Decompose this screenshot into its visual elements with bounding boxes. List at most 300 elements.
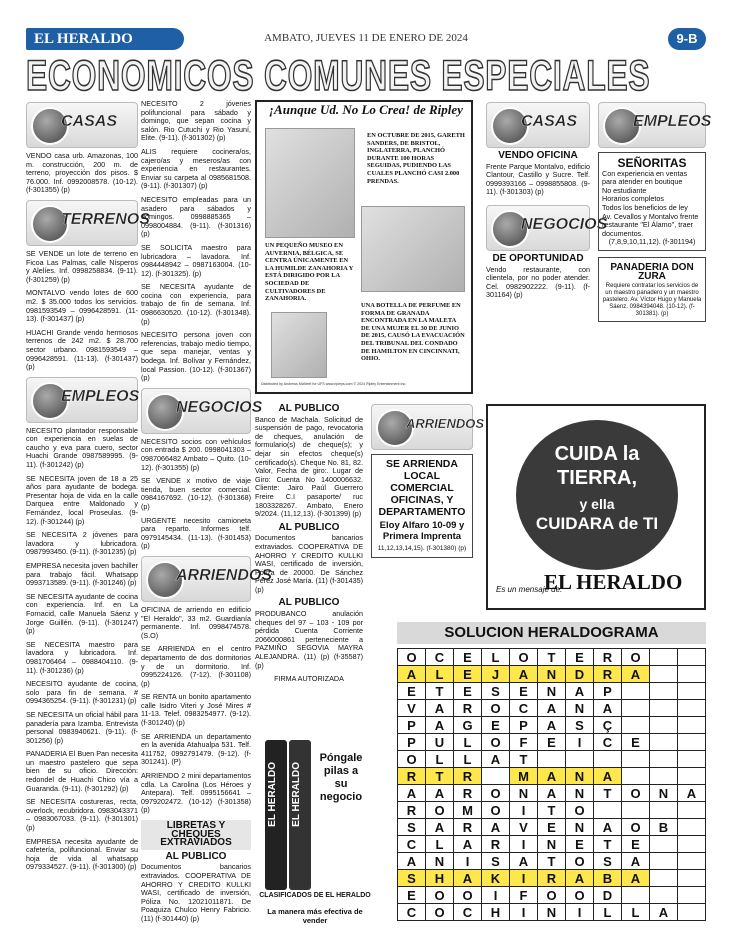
puzzle-cell: T [510,751,538,768]
puzzle-cell: I [510,836,538,853]
puzzle-cell [650,870,678,887]
puzzle-cell: K [482,870,510,887]
puzzle-cell [678,802,706,819]
puzzle-cell: A [426,717,454,734]
puzzle-cell: D [566,666,594,683]
puzzle-cell: O [398,751,426,768]
category-terrenos [26,200,150,246]
al-publico-heading: AL PUBLICO [278,597,340,609]
puzzle-cell: O [426,904,454,921]
puzzle-cell: S [482,853,510,870]
puzzle-row [398,768,706,785]
puzzle-cell: I [482,887,510,904]
puzzle-cell: I [510,904,538,921]
puzzle-cell [650,853,678,870]
puzzle-cell [594,802,622,819]
puzzle-cell: N [538,683,566,700]
puzzle-cell: S [482,683,510,700]
category-label: ARRIENDOS [406,416,485,431]
al-publico-heading: AL PUBLICO [165,850,227,862]
puzzle-cell: E [454,649,482,666]
puzzle-cell: O [566,802,594,819]
ad-line: (7,8,9,10,11,12). (f-301194) [608,237,696,247]
classified-ad: SE VENDE un lote de terreno en Ficoa Las Palmas, calle Nísperos y Alelíes. Inf. 0998258834. (9-11). (f-301259) (p) [26,248,138,284]
puzzle-cell: F [510,734,538,751]
promo-slogan-1: Póngale pilas a su negocio [319,752,363,803]
puzzle-cell: P [510,717,538,734]
category-label: ARRIENDOS [176,566,273,584]
category-negocios [486,205,608,251]
puzzle-cell: Ç [594,717,622,734]
oportunidad-title: DE OPORTUNIDAD [492,252,584,264]
puzzle-cell: L [454,751,482,768]
puzzle-cell: V [398,700,426,717]
puzzle-row [398,700,706,717]
puzzle-cell [566,751,594,768]
puzzle-row [398,734,706,751]
classified-ad: URGENTE necesito camioneta para reparto. Informes telf. 0979145434. (11-13). (f-301453) (p) [141,515,251,551]
puzzle-cell: L [426,666,454,683]
ripley-story: UNA BOTELLA DE PERFUME EN FORMA DE GRANADA ENCONTRADA EN LA MALETA DE UNA MUJER EL 30 DE JUNIO DE 2015, CAUSÓ LA EVACUACIÓN DEL TRIBUNAL DEL CONDADO DE HAMILTON EN CINCINNATI, OHIO. [361,302,465,363]
classified-ad: ARRIENDO 2 mini departamentos cdla. La Carolina (Los Héroes y Antepara). Telf. 0995156641 – 0979202472. (10-12) (f-301358) (p) [141,771,251,815]
puzzle-cell: R [454,768,482,785]
puzzle-cell: A [538,785,566,802]
column-3-right [371,402,485,564]
puzzle-cell: O [426,802,454,819]
puzzle-row [398,802,706,819]
puzzle-cell: C [426,649,454,666]
puzzle-cell [678,649,706,666]
puzzle-cell: S [398,819,426,836]
puzzle-cell [622,700,650,717]
classified-ad: HUACHI Grande vendo hermosos terrenos de 242 m2. $ 28.700 sector urbano. 0981593549 – 0996428591. (11-13). (f-301437) (p) [26,327,138,372]
puzzle-cell: A [622,870,650,887]
classified-ad: NECESITO plantador responsable con experiencia en suelas de caucho y eva para cuero, sector Huachi Grande 0987589995. (9-11). (f-301242) (p) [26,425,138,470]
puzzle-cell: A [650,904,678,921]
crossword-grid [397,648,706,921]
puzzle-cell: R [538,870,566,887]
puzzle-cell [678,904,706,921]
arrienda-ref: 11,12,13,14,15). (f-301380) (p) [377,545,467,552]
panaderia-text: Requiere contratar los servicios de un maestro panadero y un maestro pastelero. Av. Víctor Hugo y Manuela Sáenz. 0984394048. (10-12). (f-301381). (p) [602,283,702,318]
ad-line: Con experiencia en ventas para atender en boutique [602,168,688,187]
classified-ad: SE VENDE x motivo de viaje tienda, buen sector comercial. 0984167692. (10-12). (f-301368) (p) [141,476,251,511]
puzzle-cell: L [426,836,454,853]
classified-ad: NECESITO socios con vehículos con entrada $ 200. 0998041303 – 0987066482 Ambato – Quito. (10-12). (f-301355) (p) [141,436,251,472]
puzzle-row [398,904,706,921]
puzzle-cell: N [538,904,566,921]
puzzle-cell: O [566,853,594,870]
puzzle-cell: H [482,904,510,921]
puzzle-cell: O [482,734,510,751]
arrienda-ad [371,454,473,558]
puzzle-cell: O [398,649,426,666]
puzzle-cell: S [566,717,594,734]
puzzle-cell: A [510,853,538,870]
puzzle-cell: B [650,819,678,836]
puzzle-cell: E [454,666,482,683]
puzzle-cell: P [398,717,426,734]
classified-ad: OFICINA de arriendo en edificio "El Heraldo", 33 m2. Guardianía permanente. Inf. 0998474578. (S.O) [141,604,251,640]
category-label: CASAS [61,113,118,130]
puzzle-cell [650,887,678,904]
classified-ad: Frente Parque Montalvo, edificio Clantour, Castillo y Sucre. Telf. 0999393166 – 0998855808. (9-11). (f-301303) (p) [486,161,590,197]
ad-line: Av. Cevallos y Montalvo frente restaurante "El Álamo", traer documentos. [602,211,699,238]
puzzle-cell [678,683,706,700]
column-2 [141,99,273,929]
puzzle-cell [678,768,706,785]
puzzle-cell: O [426,887,454,904]
puzzle-row [398,853,706,870]
puzzle-cell: E [398,887,426,904]
puzzle-cell: E [566,649,594,666]
puzzle-cell: P [398,734,426,751]
puzzle-cell: F [510,887,538,904]
cuida-text: TIERRA, [557,467,637,489]
puzzle-cell: I [566,904,594,921]
cuida-text: CUIDARA de TI [535,514,659,533]
grenade-illustration [271,312,327,378]
category-label: NEGOCIOS [176,398,263,416]
puzzle-cell: H [426,870,454,887]
classified-ad: ALIS requiere cocinera/os, cajero/as y meseros/as con experiencia en restaurantes. Enviar su carpeta al 0985681508. (9-11). (f-301307) (p) [141,146,251,191]
header-date: AMBATO, JUEVES 11 DE ENERO DE 2024 [264,32,468,44]
puzzle-cell: A [594,819,622,836]
puzzle-cell [482,768,510,785]
puzzle-cell: A [622,666,650,683]
puzzle-cell [650,700,678,717]
puzzle-cell: A [594,700,622,717]
puzzle-cell: O [622,785,650,802]
cuida-text: y ella [579,496,615,512]
classified-ad: EMPRESA necesita joven bachiller para trabajo fácil. Whatsapp 0993713589. (9-11). (f-301246) (p) [26,561,138,588]
comic-illustration [361,206,465,292]
puzzle-cell: U [426,734,454,751]
puzzle-cell: T [538,853,566,870]
puzzle-cell: N [538,666,566,683]
category-empleos [26,377,138,423]
puzzle-cell: L [482,649,510,666]
puzzle-cell: A [566,870,594,887]
puzzle-cell: E [538,819,566,836]
puzzle-cell [650,734,678,751]
puzzle-cell: N [566,785,594,802]
puzzle-cell: G [454,717,482,734]
puzzle-cell [650,649,678,666]
puzzle-cell: R [398,768,426,785]
puzzle-cell: C [510,700,538,717]
panaderia-title: PANADERIA DON ZURA [610,261,694,282]
puzzle-cell [650,683,678,700]
puzzle-cell [678,751,706,768]
puzzle-cell: O [454,887,482,904]
puzzle-cell: A [426,700,454,717]
column-3 [255,100,485,925]
puzzle-cell: A [594,768,622,785]
puzzle-cell [650,717,678,734]
arrienda-title: SE ARRIENDA LOCAL COMERCIAL OFICINAS, Y DEPARTAMENTO [378,458,466,518]
puzzle-row [398,870,706,887]
puzzle-cell: R [454,700,482,717]
brand-logo: EL HERALDO [544,570,683,594]
column-4-left [486,100,608,305]
puzzle-cell: A [538,717,566,734]
category-label: EMPLEOS [61,387,140,405]
puzzle-cell: A [398,853,426,870]
classified-ad: SE NECESITA ayudante de cocina con experiencia. Inf. en La Fornacid, calle Manuela Sáenz y Jorge Guillén. (9-11). (f-301247) (p) [26,591,138,636]
ripley-comic [255,100,473,394]
puzzle-cell: N [566,819,594,836]
puzzle-cell: L [622,904,650,921]
ripley-title: ¡Aunque Ud. No Lo Crea! de Ripley [269,102,463,117]
puzzle-cell: R [594,649,622,666]
puzzle-cell: N [538,836,566,853]
puzzle-cell [622,717,650,734]
category-label: EMPLEOS [633,113,712,130]
puzzle-cell [678,836,706,853]
puzzle-cell: L [594,904,622,921]
puzzle-cell [622,802,650,819]
puzzle-cell: T [538,802,566,819]
puzzle-cell [678,700,706,717]
classified-ad: EMPRESA necesita ayudante de cafetería, polifuncional. Enviar su hoja de vida al whatsapp 0979334527. (9-11). (f-301300) (p) [26,836,138,872]
puzzle-row [398,683,706,700]
puzzle-cell: D [594,887,622,904]
puzzle-cell: N [566,768,594,785]
classified-ad: Documentos bancarios extraviados. COOPERATIVA DE AHORRO Y CREDITO KULLKI WASI, certificado de inversión, Póliza No. 12021011871. De Poaquiza Chulco Henry Fabricio. (11) (f-301440) (p) [141,862,251,923]
puzzle-cell: R [454,785,482,802]
message-label: Es un mensaje de: [496,585,563,594]
ad-line: Horarios completos [602,194,664,204]
battery-label: EL HERALDO [267,762,278,827]
classified-ad: SE NECESITA 2 jóvenes para lavadora y lubricadora. 0987993450. (9-11). (f-301235) (p) [26,530,138,557]
classified-ad: SE ARRIENDA un departamento en la avenida Atahualpa 531. Telf. 411752, 0992791479. (9-12). (f-301241). (P) [141,731,251,767]
puzzle-cell: M [510,768,538,785]
puzzle-cell: A [454,870,482,887]
puzzle-cell: V [510,819,538,836]
section-title: ECONOMICOS COMUNES ESPECIALES [26,52,651,100]
cuida-tierra-ad [486,404,706,610]
puzzle-cell: S [398,870,426,887]
puzzle-row [398,887,706,904]
puzzle-cell: N [426,853,454,870]
puzzle-cell: A [398,785,426,802]
puzzle-cell: I [454,853,482,870]
classified-ad: Documentos bancarios extraviados. COOPERATIVA DE AHORRO Y CREDITO KULLKI WASI, certificado de inversión, Póliza de 20000. De Sánchez Pérez José María. (11) (f-301435) (p) [255,533,363,594]
puzzle-cell: A [426,785,454,802]
puzzle-cell: L [426,751,454,768]
puzzle-cell: A [678,785,706,802]
puzzle-cell [650,768,678,785]
puzzle-cell [622,751,650,768]
puzzle-cell: E [566,836,594,853]
puzzle-cell: O [482,785,510,802]
column-1 [26,100,150,877]
page-header [26,28,706,50]
puzzle-cell: O [622,649,650,666]
puzzle-cell [622,768,650,785]
ad-line: Todos los beneficios de ley [602,202,688,212]
classified-ad: SE ARRIENDA en el centro departamento de dos dormitorios y de un dormitorio. Inf. 0995224126. (7-12). (f-301108) (p) [141,644,251,688]
classified-ad: SE NECESITA joven de 18 a 25 años para ayudante de bodega. Presentar hoja de vida en la calle Darquea entre Maldonado y Fernández, local Proseulas. (9-12). (f-301244) (p) [26,473,138,526]
puzzle-cell: M [454,802,482,819]
puzzle-cell [678,734,706,751]
puzzle-cell: A [398,666,426,683]
puzzle-cell: O [510,649,538,666]
ripley-story: EN OCTUBRE DE 2015, GARETH SANDERS, DE BRISTOL, INGLATERRA, PLANCHÓ DURANTE 100 HORAS SEGUIDAS, PUDIENDO LAS CUALES PLANCHÓ CASI 2.000 PRENDAS. [367,132,465,185]
classified-ad: NECESITO persona joven con referencias, trabajo medio tiempo, que sepa manejar, ventas y bodega. Inf. Bolívar y Fernández, local Passion. (10-12). (f-301367) (p) [141,330,251,383]
senoritas-ad [598,152,706,251]
puzzle-cell: A [454,836,482,853]
puzzle-cell: E [622,734,650,751]
puzzle-row [398,785,706,802]
category-label: NEGOCIOS [521,215,608,233]
puzzle-cell: O [538,887,566,904]
classified-ad: NECESITO ayudante de cocina, solo para fin de semana. # 0994365254. (9-11). (f-301231) (p) [26,679,138,706]
category-negocios [141,388,263,434]
classified-ad: SE NECESITA maestro para lavadora y lubricadora. Inf. 0981706464 – 0988404110. (9-11). (f-301236) (p) [26,639,138,675]
puzzle-cell: N [650,785,678,802]
cuida-text: CUIDA la [554,443,640,465]
classified-ad: VENDO casa urb. Amazonas, 100 m. construcción, 200 m. de terreno, proyección dos pisos. $ 76.000. Inf. 0992008578. (10-12). (f-301355) (p) [26,151,138,195]
puzzle-cell: E [398,683,426,700]
al-publico-heading: AL PUBLICO [278,521,340,533]
puzzle-cell: C [454,904,482,921]
classified-ad: NECESITO empleadas para un asadero para sábados y domingos. 0998885365 – 0998004884. (9-11). (f-301316) (p) [141,194,251,239]
arrienda-address: Eloy Alfaro 10-09 y Primera Imprenta [379,520,465,542]
classified-ad: SE NECESITA costureras, recta, overlock, recubridora. 0983043371 – 0983067033. (9-11). (f-301301) (p) [26,797,138,833]
puzzle-cell: I [566,734,594,751]
puzzle-row [398,666,706,683]
libretas-heading: LIBRETAS Y CHEQUES EXTRAVIADOS [141,820,251,850]
puzzle-cell [678,887,706,904]
puzzle-cell: E [538,734,566,751]
classified-ad: SE RENTA un bonito apartamento calle Isidro Viteri y José Mires # 11-13. Telef. 0983254977. (9-12). (f-301240) (p) [141,692,251,728]
puzzle-cell: T [538,649,566,666]
al-publico-heading: AL PUBLICO [278,403,340,414]
puzzle-cell: A [510,666,538,683]
puzzle-cell: T [594,836,622,853]
puzzle-cell: A [538,768,566,785]
category-arriendos [371,404,485,450]
category-arriendos [141,556,273,602]
puzzle-cell: O [622,819,650,836]
ripley-footer: Distributed by Andrews McMeel for UFS www.ripleys.com © 2024 Ripley Entertainment Inc. [261,382,407,387]
puzzle-row [398,836,706,853]
senoritas-title: SEÑORITAS [617,156,687,170]
puzzle-cell: R [482,836,510,853]
puzzle-cell: R [398,802,426,819]
puzzle-cell [678,717,706,734]
classified-ad: PANADERIA El Buen Pan necesita un maestro pastelero que sepa bien de su oficio. Dirección: redondel de Huachi Chico vía a Guaranda. (9-11). (f-301292) (p) [26,749,138,793]
puzzle-cell [650,836,678,853]
puzzle-cell: R [594,666,622,683]
puzzle-cell [594,751,622,768]
promo-slogan-2: La manera más efectiva de vender [267,907,363,925]
puzzle-cell: E [622,836,650,853]
signature-text: FIRMA AUTORIZADA [274,674,344,684]
puzzle-cell: O [482,700,510,717]
category-casas [26,102,138,148]
puzzle-cell: L [454,734,482,751]
puzzle-cell [650,751,678,768]
puzzle-cell: I [510,870,538,887]
classified-ad: Banco de Machala. Solicitud de suspensión de pago, revocatoria de cheques, anulación de formulario(s) de cheque(s); y dejar sin efectos cheque(s) certificado(s). Cheque No. 81, 82. Valor, Fecha de giro:. Lugar de Giro: Cuenta No 1400006632. Cliente: Jairo Paúl Guerrero Freire C.I pasaporte/ ruc 1803328267. Ambato, Enero 9/2024. (11,12,13). (f-301399) (p) [255,414,363,519]
puzzle-cell: N [510,785,538,802]
puzzle-cell: N [566,700,594,717]
puzzle-cell: S [594,853,622,870]
classified-ad: MONTALVO vendo lotes de 600 m2. $ 35.000 todos los servicios. 0981593549 – 0996428591. (11-13). (f-301437) (p) [26,288,138,324]
puzzle-cell: E [510,683,538,700]
battery-label: EL HERALDO [291,762,302,827]
puzzle-cell: A [482,751,510,768]
column-4-right [598,100,712,328]
classified-ad: SE SOLICITA maestro para lubricadora – lavadora. Inf. 0984448942 – 0987163004. (10-12). (f-301325). (p) [141,242,251,278]
puzzle-row [398,819,706,836]
puzzle-cell: T [426,768,454,785]
puzzle-cell [650,666,678,683]
puzzle-row [398,717,706,734]
puzzle-cell: C [398,836,426,853]
promo-clasificados: CLASIFICADOS DE EL HERALDO [259,892,371,899]
classified-ad: NECESITO 2 jóvenes polifuncional para sábado y domingo, que sepan cocina y salón. Rio Cutuchi y Rio Yasuní, Elite. (9-11). (f-301302) (p) [141,99,251,143]
puzzle-cell [678,853,706,870]
classified-ad: PRODUBANCO anulación cheques del 97 – 103 - 109 por pérdida Cuenta Corriente 2066000861 perteneciente a PAZMIÑO SEGOVIA MAYRA ALEJANDRA. (11) (p) (f-35587) (p) [255,609,363,670]
puzzle-cell: A [426,819,454,836]
puzzle-cell: E [454,683,482,700]
puzzle-cell [678,870,706,887]
puzzle-cell: A [538,700,566,717]
classified-ad: SE NECESITA ayudante de cocina con experiencia, para trabajo de fin de semana. Inf. 0986630520. (10-12). (f-301348). (p) [141,282,251,326]
ad-line: No estudiante [602,185,647,195]
puzzle-cell: I [510,802,538,819]
puzzle-cell: O [482,802,510,819]
puzzle-cell: C [398,904,426,921]
puzzle-row [398,751,706,768]
column-3-left [255,402,363,689]
puzzle-title: SOLUCION HERALDOGRAMA [397,622,706,644]
puzzle-cell: E [482,717,510,734]
puzzle-cell: B [594,870,622,887]
vendo-oficina-title: VENDO OFICINA [498,150,578,161]
puzzle-row [398,649,706,666]
puzzle-cell: C [594,734,622,751]
page-number: 9-B [668,28,706,50]
puzzle-cell [538,751,566,768]
classified-ad: SE NECESITA un oficial hábil para panadería para Izamba. Entrevista personal 0983940621. (9-11). (f-301256) (p) [26,709,138,745]
puzzle-cell: J [482,666,510,683]
ripley-story: UN PEQUEÑO MUSEO EN AUVERNIA, BÉLGICA, SE CENTRA ÚNICAMENTE EN LA HUMILDE ZANAHORIA Y ESTÁ DIRIGIDO POR LA SOCIEDAD DE CULTIVADORES DE ZANAHORIA. [265,242,354,303]
puzzle-cell: A [566,683,594,700]
brand-name: EL HERALDO [26,28,184,50]
puzzle-cell: T [426,683,454,700]
puzzle-cell: P [594,683,622,700]
category-casas [486,102,590,148]
puzzle-cell: A [622,853,650,870]
classified-ad: Vendo restaurante, con clientela, por no poder atender. Cel. 0982902222. (9-11). (f-301164) (p) [486,264,590,300]
category-empleos [598,102,712,148]
comic-illustration [265,128,355,238]
panaderia-ad [598,257,706,322]
puzzle-cell: O [566,887,594,904]
puzzle-cell: A [482,819,510,836]
puzzle-cell: T [594,785,622,802]
puzzle-cell: R [454,819,482,836]
puzzle-cell [650,802,678,819]
puzzle-cell [678,819,706,836]
category-label: CASAS [521,113,578,130]
category-label: TERRENOS [61,210,150,228]
